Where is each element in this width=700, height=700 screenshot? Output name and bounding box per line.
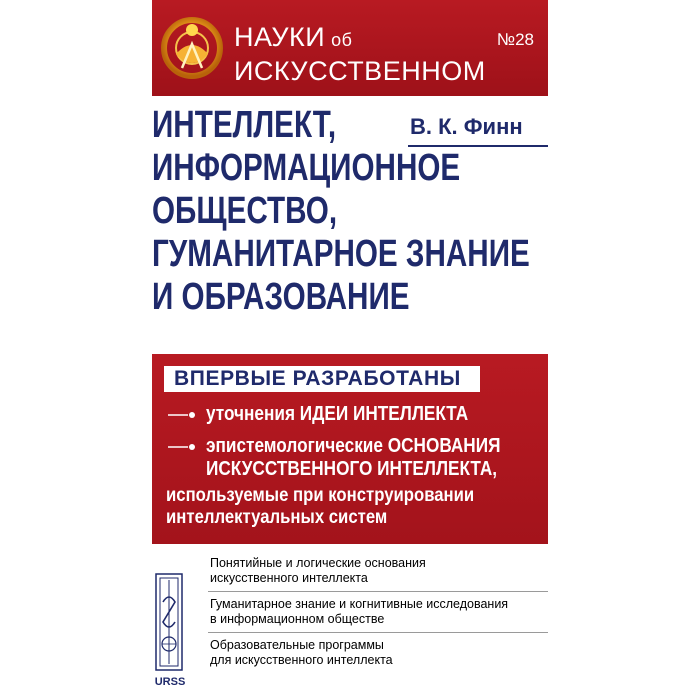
topic-1 xyxy=(210,556,426,586)
promo-bullet-2-line2: ИСКУССТВЕННОГО ИНТЕЛЛЕКТА, xyxy=(206,458,498,480)
promo-line-3: используемые при конструировании xyxy=(166,485,475,506)
topic-divider xyxy=(208,591,548,592)
series-band xyxy=(152,0,548,96)
series-number: №28 xyxy=(496,30,534,49)
promo-heading: ВПЕРВЫЕ РАЗРАБОТАНЫ xyxy=(164,366,480,392)
arrow-bullet-icon xyxy=(168,443,196,451)
topic-1-line2: искусственного интеллекта xyxy=(210,571,368,585)
series-word-nauki: НАУКИ xyxy=(234,22,326,52)
topic-3-line1: Образовательные программы xyxy=(210,638,384,652)
topic-1-line1: Понятийные и логические основания xyxy=(210,556,426,570)
book-cover xyxy=(152,0,548,700)
series-title-line1 xyxy=(234,22,352,53)
series-title-line2: ИСКУССТВЕННОМ xyxy=(234,56,486,86)
author-underline xyxy=(408,145,548,147)
promo-bullet-1: уточнения ИДЕИ ИНТЕЛЛЕКТА xyxy=(206,403,469,425)
title-line: ОБЩЕСТВО, xyxy=(152,190,338,232)
title-line: И ОБРАЗОВАНИЕ xyxy=(152,276,410,318)
series-logo-icon xyxy=(160,14,224,82)
topic-3 xyxy=(210,638,393,668)
series-word-ob: об xyxy=(331,30,353,50)
author-name: В. К. Финн xyxy=(410,114,523,139)
arrow-bullet-icon xyxy=(168,411,196,419)
title-line: ИНФОРМАЦИОННОЕ xyxy=(152,147,461,189)
topic-2-line1: Гуманитарное знание и когнитивные исследования xyxy=(210,597,509,611)
topic-divider xyxy=(208,632,548,633)
promo-line-4: интеллектуальных систем xyxy=(166,507,388,528)
promo-box xyxy=(152,354,548,544)
topic-3-line2: для искусственного интеллекта xyxy=(210,653,393,667)
promo-bullet-2-line1: эпистемологические ОСНОВАНИЯ xyxy=(206,435,501,457)
title-line: ИНТЕЛЛЕКТ, xyxy=(152,104,337,146)
topic-2 xyxy=(210,597,508,627)
topic-2-line2: в информационном обществе xyxy=(210,612,385,626)
title-line: ГУМАНИТАРНОЕ ЗНАНИЕ xyxy=(152,233,530,275)
publisher-name: URSS xyxy=(154,676,186,688)
